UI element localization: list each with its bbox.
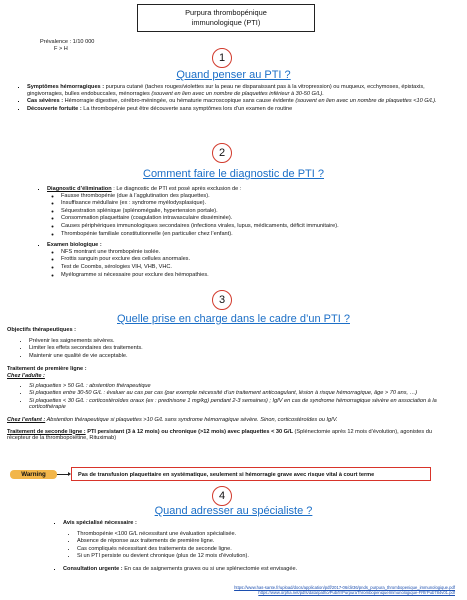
references <box>234 585 455 595</box>
list-item: ◦ NFS montrant une thrombopénie isolée. <box>61 249 457 256</box>
list-item: ◦ Insuffisance médullaire (ex : syndrome myélodysplasique). <box>61 200 457 207</box>
list-item: ▪ Symptômes hémorragiques : purpura cutané (taches rouges/violettes sur la peau ne disparaissant pas à la vitropression) ou muqueux, ecchymoses, épistaxis, gingivorragies, bulles endobuccales, ménorragies (souvent en lien avec un nombre de plaquettes inférieur à 30-50 G/L). <box>27 84 455 97</box>
section-number-1: 1 <box>212 48 232 68</box>
list-item: • Maintenir une qualité de vie acceptable. <box>29 353 455 360</box>
warning-callout <box>10 470 450 481</box>
list-item: • Thrombopénie <100 G/L nécessitant une évaluation spécialisée. <box>77 531 453 538</box>
first-line-label: Traitement de première ligne : <box>7 366 87 373</box>
list-item: • Si plaquettes > 50 G/L : abstention thérapeutique <box>29 383 455 390</box>
list-item: ◦ Test de Coombs, sérologies VIH, VHB, VHC. <box>61 264 457 271</box>
list-item: ▪ Examen biologique : ◦ NFS montrant une thrombopénie isolée. ◦ Frottis sanguin pour exclure des cellules anormales. ◦ Test de Coombs, sérologies VIH, VHB, VHC. ◦ Myélogramme si nécessaire pour exclure des hémopathies. <box>47 242 457 278</box>
section-4-body <box>53 520 453 574</box>
section-heading-3: Quelle prise en charge dans le cadre d’un PTI ? <box>117 313 350 325</box>
document-title: Purpura thrombopénique immunologique (PTI) <box>137 4 315 32</box>
list-item: • Si plaquettes entre 30-50 G/L : évaluer au cas par cas (par exemple nécessité d’un traitement anticoagulant, lésion à risque hémorragique, âge > 70 ans, …) <box>29 390 455 397</box>
list-item: ◦ Consommation plaquettaire (coagulation intravasculaire disséminée). <box>61 215 457 222</box>
list-item: ▪ Avis spécialisé nécessaire : • Thrombopénie <100 G/L nécessitant une évaluation spécialisée. • Absence de réponse aux traitements de première ligne. • Cas compliqués nécessitant des traitements de seconde ligne. • Si un PTI persiste ou devient chronique (plus de 12 mois d’évolution). <box>63 520 453 560</box>
section-heading-2: Comment faire le diagnostic de PTI ? <box>143 168 324 180</box>
list-item: • Si plaquettes < 30 G/L : corticostéroïdes oraux (ex : prednisone 1 mg/kg) pendant 2-3 semaines) ; IgIV en cas de syndrome hémorragique sévère en association à la corticothérapie <box>29 398 455 411</box>
list-item: • Si un PTI persiste ou devient chronique (plus de 12 mois d’évolution). <box>77 553 453 560</box>
list-item: ◦ Fausse thrombopénie (due à l’agglutination des plaquettes). <box>61 193 457 200</box>
arrow-right-icon <box>57 474 69 475</box>
reference-link[interactable]: https://www.orpha.net/pdfs/data/patho/Pub/fr/PurpuraThrombopeniqueImmunologique-FRfrPub784v01.pdf <box>258 590 455 596</box>
list-item: • Prévenir les saignements sévères. <box>29 338 455 345</box>
section-number-4: 4 <box>212 486 232 506</box>
adulte-label: Chez l’adulte : <box>7 372 45 379</box>
section-1-body <box>17 84 455 113</box>
warning-badge: Warning <box>10 470 57 479</box>
section-3-body <box>7 327 455 442</box>
list-item: ◦ Séquestration splénique (splénomégalie, hypertension portale). <box>61 208 457 215</box>
list-item: ◦ Frottis sanguin pour exclure des cellules anormales. <box>61 256 457 263</box>
enfant-line: Chez l’enfant : Abstention thérapeutique si plaquettes >10 G/L sans syndrome hémorragique sévère. Sinon, corticostéroïdes ou IgIV. <box>7 416 338 423</box>
list-item: ▪ Consultation urgente : En cas de saignements graves ou si une splénectomie est envisagée. <box>63 566 453 573</box>
section-heading-1: Quand penser au PTI ? <box>176 69 291 81</box>
prevalence: Prévalence : 1/10 000 F > H <box>40 39 95 52</box>
second-line: Traitement de seconde ligne : PTI persistant (3 à 12 mois) ou chronique (>12 mois) avec plaquettes < 30 G/L (Splénectomie après 12 mois d’évolution), agonistes du récepteur de la thrombopoïétine, Rituximab) <box>7 428 432 442</box>
list-item: ▪ Découverte fortuite : La thrombopénie peut être découverte sans symptômes lors d’un examen de routine <box>27 106 455 113</box>
list-item: • Cas compliqués nécessitant des traitements de seconde ligne. <box>77 546 453 553</box>
list-item: ▪ Diagnostic d’élimination : Le diagnostic de PTI est posé après exclusion de : ◦ Fausse thrombopénie (due à l’agglutination des plaquettes). ◦ Insuffisance médullaire (ex : syndrome myélodysplasique). ◦ Séquestration splénique (splénomégalie, hypertension portale). ◦ Consommation plaquettaire (coagulation intravasculaire disséminée). ◦ Causes périphériques immunologiques secondaires (infections virales, lupus, médicaments, déficit immunitaire). ◦ Thrombopénie familiale constitutionnelle (en particulier chez l’enfant). <box>47 186 457 237</box>
list-item: ▪ Cas sévères : Hémorragie digestive, cérébro-méningée, ou hématurie macroscopique sans cause évidente (souvent en lien avec un nombre de plaquettes <10 G/L). <box>27 98 455 105</box>
objectifs-label: Objectifs thérapeutiques : <box>7 327 77 333</box>
list-item: ◦ Thrombopénie familiale constitutionnelle (en particulier chez l’enfant). <box>61 231 457 238</box>
reference-link[interactable]: https://www.has-sante.fr/upload/docs/application/pdf/2017-06/dir36/pnds_purpura_thrombopenique_immunologique.pdf <box>234 585 455 590</box>
list-item: • Absence de réponse aux traitements de première ligne. <box>77 538 453 545</box>
list-item: • Limiter les effets secondaires des traitements. <box>29 345 455 352</box>
warning-text: Pas de transfusion plaquettaire en systématique, seulement si hémorragie grave avec risque vital à court terme <box>71 467 431 481</box>
section-2-body <box>37 186 457 279</box>
section-number-3: 3 <box>212 290 232 310</box>
list-item: ◦ Causes périphériques immunologiques secondaires (infections virales, lupus, médicaments, déficit immunitaire). <box>61 223 457 230</box>
list-item: ◦ Myélogramme si nécessaire pour exclure des hémopathies. <box>61 272 457 279</box>
section-number-2: 2 <box>212 143 232 163</box>
section-heading-4: Quand adresser au spécialiste ? <box>154 505 313 517</box>
